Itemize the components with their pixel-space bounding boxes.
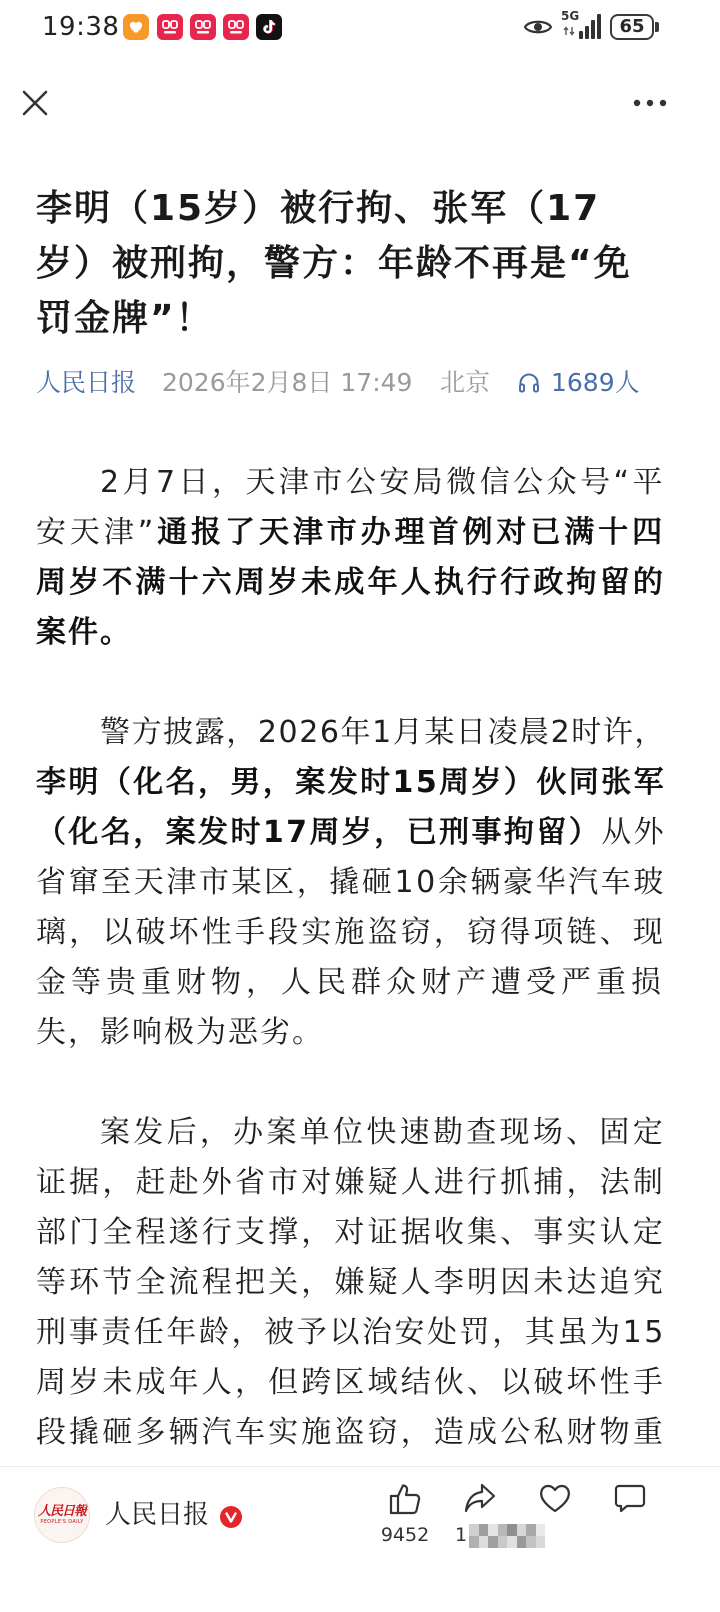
like-count: 9452 xyxy=(380,1524,430,1546)
text-run: 2月7日，天津市公安局微信公众号“平 xyxy=(100,465,666,500)
paragraph-line xyxy=(36,1308,666,1358)
article-paragraph xyxy=(36,458,666,658)
text-run: 周岁未成年人，但跨区域结伙、以破坏性手 xyxy=(36,1365,666,1400)
paragraph-line xyxy=(36,1108,666,1158)
red-app-icon xyxy=(190,14,216,40)
paragraph-line xyxy=(36,608,666,658)
paragraph-line xyxy=(36,908,666,958)
listener-count[interactable]: 1689人 xyxy=(551,368,640,397)
paragraph-line xyxy=(36,858,666,908)
article-datetime: 2026年2月8日 17:49 xyxy=(162,368,413,397)
paragraph-line xyxy=(36,458,666,508)
account-avatar[interactable] xyxy=(34,1487,90,1543)
bold-text-run: 李明（化名，男，案发时15周岁）伙同张军 xyxy=(36,765,666,800)
text-run: 从外 xyxy=(601,815,666,850)
red-app-icon xyxy=(157,14,183,40)
red-app-icon xyxy=(223,14,249,40)
arrows-icon xyxy=(563,25,575,37)
text-run: 失，影响极为恶劣。 xyxy=(36,1015,324,1050)
paragraph-line xyxy=(36,508,666,558)
status-time: 19:38 xyxy=(42,12,120,42)
close-icon[interactable] xyxy=(22,90,48,116)
bold-text-run: 周岁不满十六周岁未成年人执行行政拘留的 xyxy=(36,565,666,600)
paragraph-line xyxy=(36,708,666,758)
bold-text-run: 通报了天津市办理首例对已满十四 xyxy=(157,515,666,550)
paragraph-line xyxy=(36,1208,666,1258)
paragraph-line xyxy=(36,1158,666,1208)
article-title xyxy=(36,181,686,346)
paragraph-line xyxy=(36,758,666,808)
paragraph-line xyxy=(36,1358,666,1408)
bold-text-run: （化名，案发时17周岁，已刑事拘留） xyxy=(36,815,602,850)
battery-icon xyxy=(610,14,654,40)
text-run: 段撬砸多辆汽车实施盗窃，造成公私财物重 xyxy=(36,1415,666,1450)
article-source[interactable]: 人民日报 xyxy=(36,368,137,397)
logo-text: 人民日報 xyxy=(37,1504,86,1519)
logo-subtext: PEOPLE'S DAILY xyxy=(40,1519,84,1525)
text-run: 案发后，办案单位快速勘查现场、固定 xyxy=(100,1115,666,1150)
favorite-button[interactable] xyxy=(520,1480,590,1560)
signal-icon xyxy=(579,13,601,39)
text-run: 璃，以破坏性手段实施盗窃，窃得项链、现 xyxy=(36,915,666,950)
orange-app-icon xyxy=(123,14,149,40)
text-run: 省窜至天津市某区，撬砸10余辆豪华汽车玻 xyxy=(36,865,666,900)
text-run: 金等贵重财物，人民群众财产遭受严重损 xyxy=(36,965,666,1000)
bold-text-run: 案件。 xyxy=(36,615,132,650)
paragraph-line xyxy=(36,958,666,1008)
paragraph-line xyxy=(36,1008,666,1058)
paragraph-line xyxy=(36,1258,666,1308)
comment-button[interactable] xyxy=(595,1480,665,1560)
text-run: 安天津” xyxy=(36,515,158,550)
paragraph-line xyxy=(36,558,666,608)
heart-icon xyxy=(537,1480,573,1516)
article-paragraph xyxy=(36,708,666,1058)
account-name[interactable]: 人民日报 xyxy=(105,1500,210,1530)
title-line: 岁）被刑拘，警方：年龄不再是“免 xyxy=(36,243,632,284)
verified-badge-icon xyxy=(220,1506,242,1528)
text-run: 警方披露，2026年1月某日凌晨2时许， xyxy=(100,715,666,750)
battery-nub xyxy=(655,22,659,32)
bottom-action-bar xyxy=(0,1466,720,1612)
more-dots-icon[interactable] xyxy=(633,99,667,107)
share-button[interactable] xyxy=(445,1480,515,1560)
eye-icon xyxy=(523,16,553,38)
tiktok-icon xyxy=(256,14,282,40)
share-count: 1 xyxy=(455,1524,468,1546)
thumbs-up-icon xyxy=(387,1480,423,1516)
text-run: 证据，赶赴外省市对嫌疑人进行抓捕，法制 xyxy=(36,1165,666,1200)
comment-icon xyxy=(612,1480,648,1516)
like-button[interactable] xyxy=(370,1480,440,1560)
article-location: 北京 xyxy=(440,368,491,397)
text-run: 部门全程遂行支撑，对证据收集、事实认定 xyxy=(36,1215,666,1250)
article-paragraph xyxy=(36,1108,666,1458)
share-icon xyxy=(462,1480,498,1516)
network-type: 5G xyxy=(561,9,580,23)
headphones-icon[interactable] xyxy=(517,371,541,395)
text-run: 等环节全流程把关，嫌疑人李明因未达追究 xyxy=(36,1265,666,1300)
title-line: 李明（15岁）被行拘、张军（17 xyxy=(36,188,601,229)
paragraph-line xyxy=(36,808,666,858)
title-line: 罚金牌”！ xyxy=(36,298,214,339)
text-run: 刑事责任年龄，被予以治安处罚，其虽为15 xyxy=(36,1315,666,1350)
article-body xyxy=(36,458,666,1466)
battery-level: 65 xyxy=(619,16,645,37)
paragraph-line xyxy=(36,1408,666,1458)
